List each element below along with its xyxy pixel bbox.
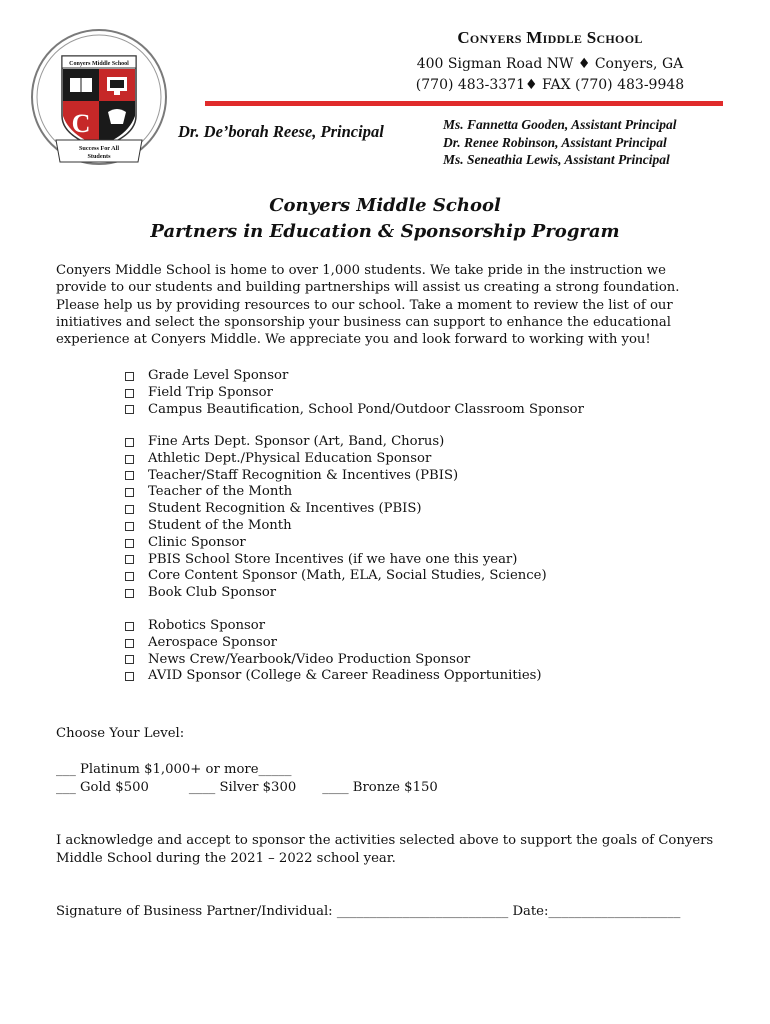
- level-row-2: [56, 779, 438, 797]
- sponsorship-option[interactable]: Campus Beautification, School Pond/Outdoor Classroom Sponsor: [125, 402, 584, 419]
- crest-motto-line2: Students: [87, 153, 111, 160]
- checkbox[interactable]: [125, 471, 134, 480]
- sponsorship-option[interactable]: Student Recognition & Incentives (PBIS): [125, 501, 547, 518]
- header-divider: [205, 101, 723, 106]
- checkbox[interactable]: [125, 405, 134, 414]
- sponsorship-option[interactable]: Core Content Sponsor (Math, ELA, Social Studies, Science): [125, 568, 547, 585]
- checkbox[interactable]: [125, 438, 134, 447]
- sponsorship-option[interactable]: News Crew/Yearbook/Video Production Sponsor: [125, 652, 542, 669]
- crest-banner-text: Conyers Middle School: [69, 61, 129, 67]
- sponsorship-option[interactable]: AVID Sponsor (College & Career Readiness Opportunities): [125, 668, 542, 685]
- sponsorship-option[interactable]: Teacher/Staff Recognition & Incentives (PBIS): [125, 468, 547, 485]
- level-gold[interactable]: ___ Gold $500: [56, 780, 149, 795]
- checkbox[interactable]: [125, 372, 134, 381]
- sponsorship-option[interactable]: Aerospace Sponsor: [125, 635, 542, 652]
- sponsorship-option[interactable]: Clinic Sponsor: [125, 535, 547, 552]
- sponsorship-option[interactable]: Athletic Dept./Physical Education Sponsor: [125, 451, 547, 468]
- acknowledgement-paragraph: [56, 832, 713, 867]
- phone-line: (770) 483-3371♦ FAX (770) 483-9948: [415, 77, 685, 93]
- acknowledgement-line: I acknowledge and accept to sponsor the activities selected above to support the goals of Conyers: [56, 833, 714, 848]
- document-subtitle: Partners in Education & Sponsorship Program: [150, 221, 620, 242]
- signature-line[interactable]: Signature of Business Partner/Individual: __________________________ Date:____________________: [56, 904, 681, 919]
- intro-line: experience at Conyers Middle. We appreciate you and look forward to working with you!: [56, 332, 651, 348]
- checkbox[interactable]: [125, 488, 134, 497]
- checkbox[interactable]: [125, 555, 134, 564]
- checkbox[interactable]: [125, 655, 134, 664]
- sponsorship-option[interactable]: Fine Arts Dept. Sponsor (Art, Band, Chorus): [125, 434, 547, 451]
- sponsorship-group-1: [125, 368, 584, 418]
- checkbox[interactable]: [125, 639, 134, 648]
- address-line: 400 Sigman Road NW ♦ Conyers, GA: [416, 56, 684, 72]
- checkbox[interactable]: [125, 539, 134, 548]
- intro-line: provide to our students and building partnerships will assist us creating a strong foundation.: [56, 280, 680, 296]
- checkbox[interactable]: [125, 455, 134, 464]
- sponsorship-option[interactable]: Teacher of the Month: [125, 484, 547, 501]
- lamp-icon: [108, 109, 126, 124]
- sponsorship-group-3: [125, 618, 542, 685]
- crest-letter: C: [71, 109, 91, 138]
- sponsorship-option[interactable]: Book Club Sponsor: [125, 585, 547, 602]
- sponsorship-option[interactable]: Grade Level Sponsor: [125, 368, 584, 385]
- school-contact: [395, 54, 705, 96]
- checkbox[interactable]: [125, 622, 134, 631]
- principal-name: Dr. De’borah Reese, Principal: [178, 122, 384, 141]
- level-options: [56, 761, 438, 797]
- school-name-heading: Conyers Middle School: [457, 28, 643, 47]
- checkbox[interactable]: [125, 589, 134, 598]
- document-title: Conyers Middle School: [269, 195, 501, 216]
- assistant-principals: [443, 116, 677, 169]
- sponsorship-option[interactable]: Field Trip Sponsor: [125, 385, 584, 402]
- intro-line: Please help us by providing resources to our school. Take a moment to review the list of our: [56, 297, 673, 313]
- level-silver[interactable]: ____ Silver $300: [188, 780, 297, 795]
- intro-line: initiatives and select the sponsorship your business can support to enhance the educational: [56, 314, 671, 330]
- assistant-principal: Dr. Renee Robinson, Assistant Principal: [443, 134, 667, 150]
- assistant-principal: Ms. Fannetta Gooden, Assistant Principal: [443, 117, 677, 132]
- level-bronze[interactable]: ____ Bronze $150: [322, 780, 438, 795]
- crest-motto-line1: Success For All: [78, 145, 120, 152]
- intro-paragraph: [56, 262, 721, 348]
- checkbox[interactable]: [125, 572, 134, 581]
- sponsorship-option[interactable]: Student of the Month: [125, 518, 547, 535]
- sponsorship-option[interactable]: PBIS School Store Incentives (if we have one this year): [125, 552, 547, 569]
- acknowledgement-line: Middle School during the 2021 – 2022 school year.: [56, 850, 396, 866]
- school-crest-logo: [30, 28, 168, 166]
- sponsorship-option[interactable]: Robotics Sponsor: [125, 618, 542, 635]
- assistant-principal: Ms. Seneathia Lewis, Assistant Principal: [443, 152, 670, 167]
- intro-line: Conyers Middle School is home to over 1,000 students. We take pride in the instruction we: [56, 263, 666, 278]
- checkbox[interactable]: [125, 672, 134, 681]
- levels-heading: Choose Your Level:: [56, 726, 185, 741]
- level-platinum[interactable]: ___ Platinum $1,000+ or more_____: [56, 762, 292, 777]
- checkbox[interactable]: [125, 522, 134, 531]
- checkbox[interactable]: [125, 389, 134, 398]
- sponsorship-group-2: [125, 434, 547, 602]
- checkbox[interactable]: [125, 505, 134, 514]
